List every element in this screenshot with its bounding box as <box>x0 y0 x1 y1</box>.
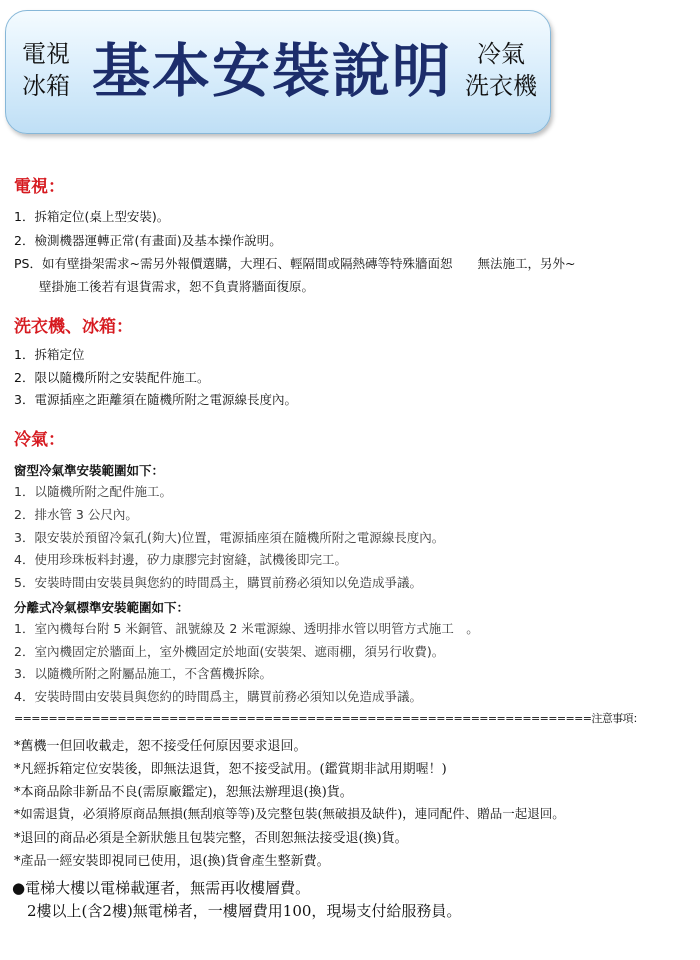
split-ac-item: 3．以隨機所附之附屬品施工，不含舊機拆除。 <box>14 666 272 681</box>
split-ac-item: 4．安裝時間由安裝員與您約的時間爲主，購買前務必須知以免造成爭議。 <box>14 689 422 704</box>
tv-item: 2．檢測機器運轉正常(有畫面)及基本操作說明。 <box>14 233 282 248</box>
ac-heading: 冷氣： <box>14 430 65 450</box>
washer-item: 3．電源插座之距離須在隨機所附之電源線長度內。 <box>14 392 297 407</box>
banner-right-bottom: 洗衣機 <box>465 72 537 100</box>
stairs-fee-note: 2樓以上(含2樓)無電梯者，一樓層費用100，現場支付給服務員。 <box>12 902 462 920</box>
washer-heading: 洗衣機、冰箱： <box>14 317 133 337</box>
page-title: 基本安裝說明 <box>92 37 453 105</box>
tv-item: 壁掛施工後若有退貨需求，恕不負責將牆面復原。 <box>14 279 315 294</box>
notice-item: *本商品除非新品不良(需原廠鑑定)，恕無法辦理退(換)貨。 <box>14 785 353 800</box>
tv-item: 1．拆箱定位(桌上型安裝)。 <box>14 209 170 224</box>
window-ac-item: 3．限安裝於預留冷氣孔(夠大)位置，電源插座須在隨機所附之電源線長度內。 <box>14 530 445 545</box>
split-ac-item: 2．室內機固定於牆面上，室外機固定於地面(安裝架、遮雨棚，須另行收費)。 <box>14 644 445 659</box>
banner-left-labels <box>22 38 70 102</box>
window-ac-item: 1．以隨機所附之配件施工。 <box>14 484 172 499</box>
split-ac-title: 分離式冷氣標準安裝範圍如下： <box>14 600 190 615</box>
banner-left-top: 電視 <box>22 40 70 68</box>
washer-item: 2．限以隨機所附之安裝配件施工。 <box>14 370 210 385</box>
banner-left-bottom: 冰箱 <box>22 72 70 100</box>
notice-item: *產品一經安裝即視同已使用，退(換)貨會產生整新費。 <box>14 854 330 869</box>
notice-item: *凡經拆箱定位安裝後，即無法退貨，恕不接受試用。(鑑賞期非試用期喔！) <box>14 762 447 777</box>
notice-item: *舊機一但回收載走，恕不接受任何原因要求退回。 <box>14 739 307 754</box>
window-ac-item: 4．使用珍珠板料封邊，矽力康膠完封窗縫，試機後即完工。 <box>14 552 347 567</box>
elevator-note: ●電梯大樓以電梯載運者，無需再收樓層費。 <box>12 879 311 897</box>
notice-item: *如需退貨，必須將原商品無損(無刮痕等等)及完整包裝(無破損及缺件)，連同配件、贈品一起退回。 <box>14 806 565 821</box>
split-ac-item: 1．室內機每台附 5 米銅管、訊號線及 2 米電源線、透明排水管以明管方式施工 。 <box>14 621 479 636</box>
window-ac-item: 5．安裝時間由安裝員與您約的時間爲主，購買前務必須知以免造成爭議。 <box>14 575 422 590</box>
tv-item: PS．如有壁掛架需求~需另外報價選購，大理石、輕隔間或隔熱磚等特殊牆面恕 無法施工，另外~ <box>14 256 576 271</box>
washer-item: 1．拆箱定位 <box>14 347 85 362</box>
tv-heading: 電視： <box>14 177 65 197</box>
notice-item: *退回的商品必須是全新狀態且包裝完整，否則恕無法接受退(換)貨。 <box>14 831 408 846</box>
notice-divider: ===================================================================注意事項： <box>14 712 644 725</box>
banner-right-top: 冷氣 <box>477 40 525 68</box>
window-ac-item: 2．排水管 3 公尺內。 <box>14 507 138 522</box>
banner-right-labels <box>465 38 537 102</box>
window-ac-title: 窗型冷氣準安裝範圍如下： <box>14 463 165 478</box>
